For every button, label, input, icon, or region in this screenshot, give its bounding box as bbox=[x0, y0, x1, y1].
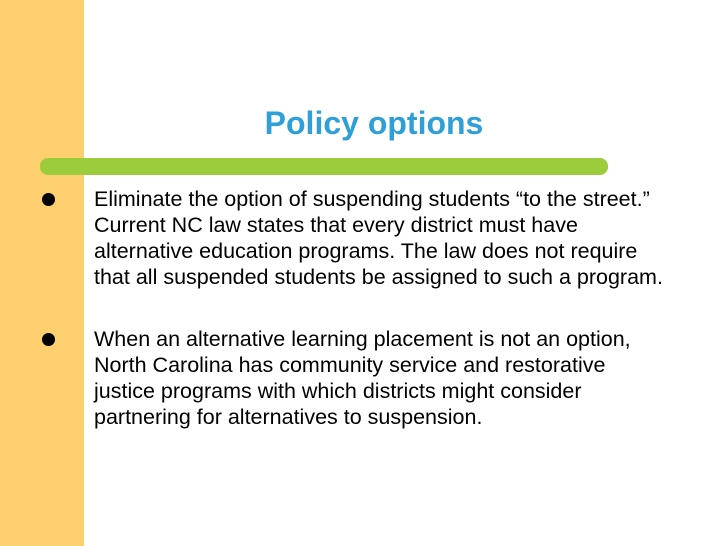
bullet-text: Eliminate the option of suspending students “to the street.” Current NC law states that every district must have alternative education programs. The law does not require that all suspended students be assigned to such a program. bbox=[94, 187, 663, 289]
bullet-item bbox=[42, 326, 672, 430]
bullet-dot-icon bbox=[42, 333, 55, 346]
bullet-text: When an alternative learning placement is not an option, North Carolina has community service and restorative justice programs with which districts might consider partnering for alternatives to suspension. bbox=[94, 327, 631, 429]
bullet-item bbox=[42, 186, 672, 290]
bullet-dot-icon bbox=[42, 193, 55, 206]
title-divider-bar bbox=[40, 158, 608, 175]
bullet-list bbox=[42, 186, 672, 430]
slide-title: Policy options bbox=[264, 105, 484, 141]
